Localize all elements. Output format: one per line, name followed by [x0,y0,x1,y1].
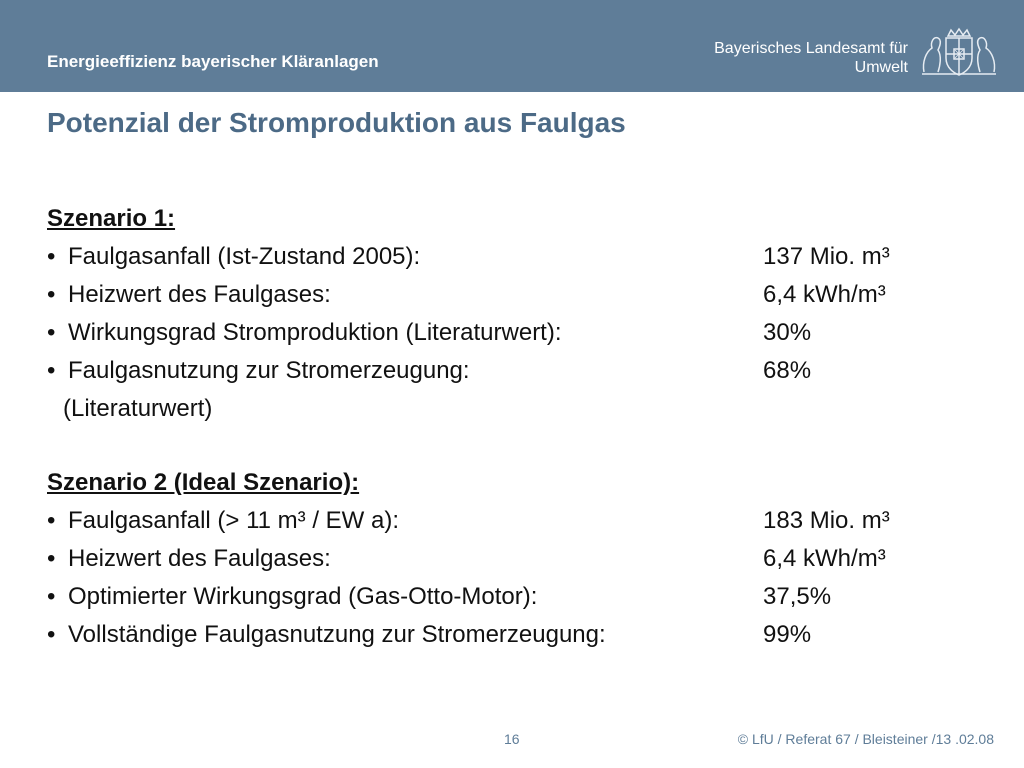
item-label: Optimierter Wirkungsgrad (Gas-Otto-Motor): [68,583,538,610]
bullet-icon: • [47,281,56,308]
item-value: 137 Mio. m³ [763,243,890,270]
list-item [47,540,977,578]
item-label: Vollständige Faulgasnutzung zur Stromerzeugung: [68,621,606,648]
bullet-icon: • [47,357,56,384]
item-label: Wirkungsgrad Stromproduktion (Literaturwert): [68,319,562,346]
item-label: Faulgasnutzung zur Stromerzeugung: [68,357,470,384]
bullet-icon: • [47,583,56,610]
scenario1-note: (Literaturwert) [63,395,213,422]
list-item [47,238,977,276]
item-value: 68% [763,357,812,384]
bullet-icon: • [47,507,56,534]
item-value: 6,4 kWh/m³ [763,545,886,572]
presentation-title: Energieeffizienz bayerischer Kläranlagen [47,52,379,71]
agency-name [714,39,908,77]
slide-content [47,200,977,654]
list-item [47,314,977,352]
bullet-icon: • [47,319,56,346]
coat-of-arms-icon [918,26,1000,78]
slide-title: Potenzial der Stromproduktion aus Faulgas [47,107,626,138]
page-number: 16 [504,731,520,747]
list-item [47,616,977,654]
copyright-footer: © LfU / Referat 67 / Bleisteiner /13 .02.08 [737,731,994,747]
scenario1-heading: Szenario 1: [47,205,176,232]
scenario2-heading: Szenario 2 (Ideal Szenario): [47,469,360,496]
header-bar [0,0,1024,92]
agency-name-line2: Umwelt [854,59,908,76]
item-label: Faulgasanfall (Ist-Zustand 2005): [68,243,421,270]
list-item [47,578,977,616]
item-label: Heizwert des Faulgases: [68,545,331,572]
item-value: 99% [763,621,812,648]
list-item [47,502,977,540]
list-item [47,276,977,314]
bullet-icon: • [47,243,56,270]
list-item [47,352,977,390]
item-value: 6,4 kWh/m³ [763,281,886,308]
section-spacer [47,428,977,464]
bullet-icon: • [47,621,56,648]
item-value: 37,5% [763,583,832,610]
item-label: Heizwert des Faulgases: [68,281,331,308]
agency-name-line1: Bayerisches Landesamt für [714,40,908,57]
item-label: Faulgasanfall (> 11 m³ / EW a): [68,507,400,534]
bullet-icon: • [47,545,56,572]
item-value: 30% [763,319,812,346]
item-value: 183 Mio. m³ [763,507,890,534]
